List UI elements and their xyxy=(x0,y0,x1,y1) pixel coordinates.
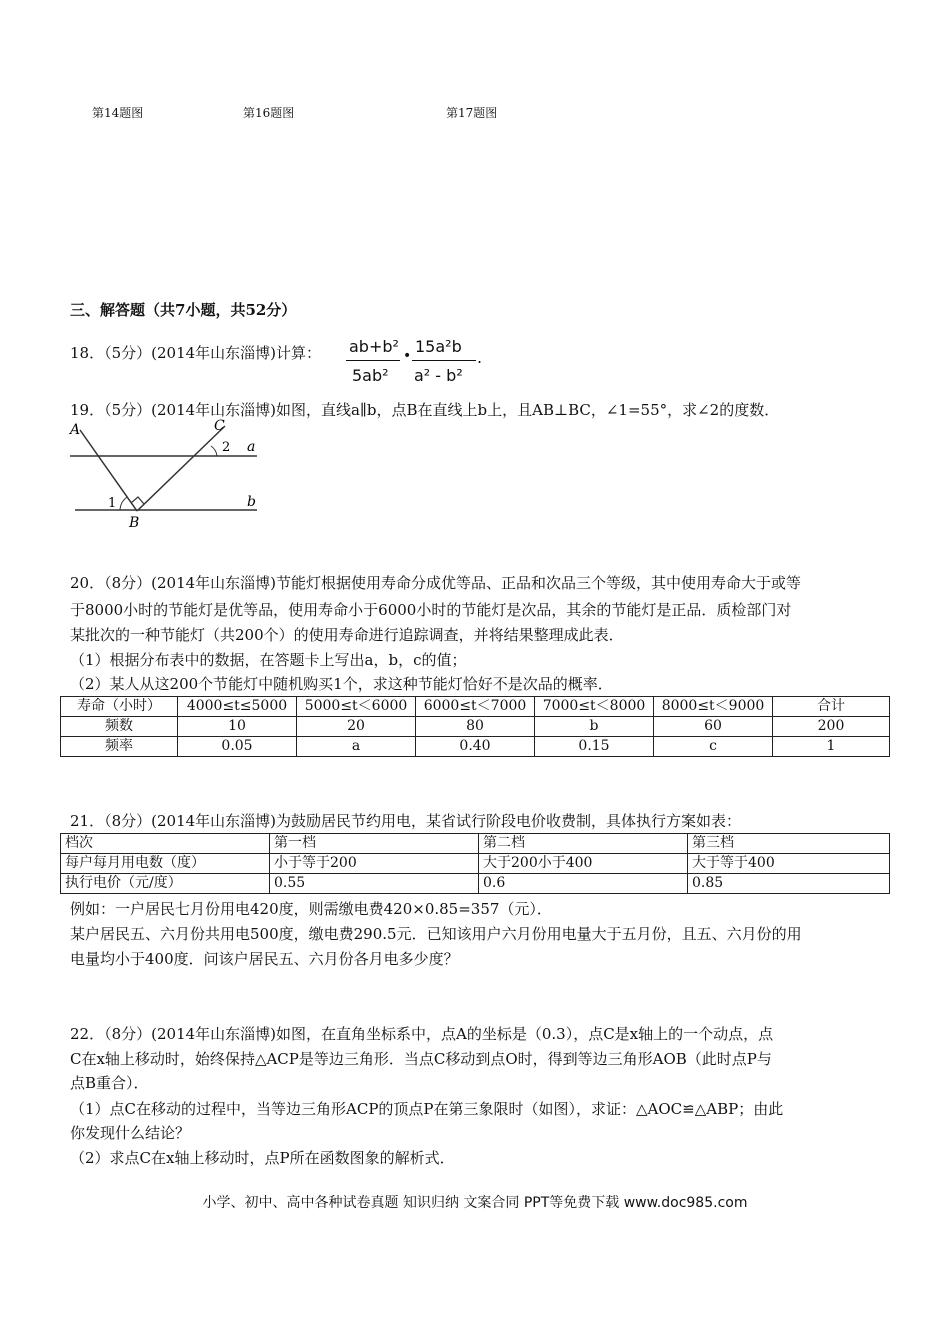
table-cell: b xyxy=(535,717,654,737)
q20-line: 某批次的一种节能灯（共200个）的使用寿命进行追踪调查，并将结果整理成此表． xyxy=(70,626,624,644)
table-cell: 20 xyxy=(297,717,416,737)
table-cell: 5000≤t＜6000 xyxy=(297,697,416,717)
table-cell: 6000≤t＜7000 xyxy=(416,697,535,717)
label-b: b xyxy=(247,494,256,510)
q18-fraction-bar-1 xyxy=(346,360,400,361)
q18-denominator-1: 5ab² xyxy=(352,366,389,385)
q21-intro: 21．（8分）(2014年山东淄博)为鼓励居民节约用电，某省试行阶段电价收费制，具体执行方案如表： xyxy=(70,812,742,830)
table-cell: 4000≤t≤5000 xyxy=(178,697,297,717)
section-title: 三、解答题（共7小题，共52分） xyxy=(70,301,297,319)
table-cell: 合计 xyxy=(773,697,890,717)
label-a: a xyxy=(247,439,256,455)
angle-1-arc xyxy=(120,497,127,510)
label-A: A xyxy=(70,422,81,438)
table-cell: 60 xyxy=(654,717,773,737)
angle-2-arc xyxy=(211,446,217,456)
q22-line: 你发现什么结论？ xyxy=(70,1124,191,1142)
table-cell: 大于等于400 xyxy=(688,854,890,874)
q21-price-table xyxy=(60,833,890,894)
q21-example: 例如：一户居民七月份用电420度，则需缴电费420×0.85=357（元）． xyxy=(70,900,552,918)
table-row xyxy=(61,737,890,757)
figure-caption-14: 第14题图 xyxy=(92,106,144,120)
q21-line: 电量均小于400度．问该户居民五、六月份各月电多少度？ xyxy=(70,950,459,968)
table-cell: 第二档 xyxy=(479,834,688,854)
q18-text: 18．（5分）(2014年山东淄博)计算： xyxy=(70,344,322,362)
table-cell: 0.55 xyxy=(270,874,479,894)
label-angle-2: 2 xyxy=(222,440,231,455)
table-row xyxy=(61,854,890,874)
q18-dot: • xyxy=(403,348,412,364)
q22-part-1: （1）点C在移动的过程中，当等边三角形ACP的顶点P在第三象限时（如图），求证：△AOC≌△ABP；由此 xyxy=(70,1100,784,1118)
table-cell: 执行电价（元/度） xyxy=(61,874,270,894)
q20-frequency-table xyxy=(60,696,890,757)
q19-figure xyxy=(65,418,265,530)
table-cell: 第一档 xyxy=(270,834,479,854)
table-row xyxy=(61,717,890,737)
table-cell: c xyxy=(654,737,773,757)
q21-line: 某户居民五、六月份共用电500度，缴电费290.5元．已知该用户六月份用电量大于五月份，且五、六月份的用 xyxy=(70,925,802,943)
table-cell: 10 xyxy=(178,717,297,737)
figure-caption-16: 第16题图 xyxy=(243,106,295,120)
table-cell: 每户每月用电数（度） xyxy=(61,854,270,874)
right-angle-mark xyxy=(131,497,144,504)
table-row xyxy=(61,834,890,854)
figure-caption-17: 第17题图 xyxy=(446,106,498,120)
q20-line: 于8000小时的节能灯是优等品，使用寿命小于6000小时的节能灯是次品，其余的节能灯是正品．质检部门对 xyxy=(70,601,792,619)
table-cell: 0.15 xyxy=(535,737,654,757)
q20-part-2: （2）某人从这200个节能灯中随机购买1个，求这种节能灯恰好不是次品的概率． xyxy=(70,675,613,693)
table-cell: 0.40 xyxy=(416,737,535,757)
q18-numerator-2: 15a²b xyxy=(415,337,462,356)
q20-part-1: （1）根据分布表中的数据，在答题卡上写出a，b，c的值； xyxy=(70,651,467,669)
label-angle-1: 1 xyxy=(108,496,117,511)
label-B: B xyxy=(129,515,140,530)
q22-line: 点B重合）． xyxy=(70,1074,149,1092)
table-cell: 0.6 xyxy=(479,874,688,894)
table-cell: 小于等于200 xyxy=(270,854,479,874)
table-cell: 1 xyxy=(773,737,890,757)
table-cell: 频率 xyxy=(61,737,178,757)
table-cell: a xyxy=(297,737,416,757)
table-cell: 0.05 xyxy=(178,737,297,757)
table-cell: 8000≤t＜9000 xyxy=(654,697,773,717)
table-cell: 档次 xyxy=(61,834,270,854)
q18-expression xyxy=(346,335,486,387)
q20-line: 20．（8分）(2014年山东淄博)节能灯根据使用寿命分成优等品、正品和次品三个等级，其中使用寿命大于或等 xyxy=(70,574,802,592)
table-row xyxy=(61,874,890,894)
table-cell: 7000≤t＜8000 xyxy=(535,697,654,717)
q22-line: C在x轴上移动时，始终保持△ACP是等边三角形．当点C移动到点O时，得到等边三角形AOB（此时点P与 xyxy=(70,1050,772,1068)
table-cell: 80 xyxy=(416,717,535,737)
table-cell: 大于200小于400 xyxy=(479,854,688,874)
line-bc xyxy=(137,426,225,511)
q18-period: . xyxy=(477,348,483,367)
q18-numerator-1: ab+b² xyxy=(349,337,399,356)
table-cell: 200 xyxy=(773,717,890,737)
page-footer: 小学、初中、高中各种试卷真题 知识归纳 文案合同 PPT等免费下载 www.doc985.com xyxy=(202,1195,748,1211)
table-cell: 频数 xyxy=(61,717,178,737)
table-cell: 0.85 xyxy=(688,874,890,894)
q19-text: 19．（5分）(2014年山东淄博)如图，直线a∥b，点B在直线上b上，且AB⊥BC，∠1=55°，求∠2的度数． xyxy=(70,401,780,419)
q18-fraction-bar-2 xyxy=(412,360,476,361)
table-cell: 寿命（小时） xyxy=(61,697,178,717)
table-row xyxy=(61,697,890,717)
table-cell: 第三档 xyxy=(688,834,890,854)
q22-part-2: （2）求点C在x轴上移动时，点P所在函数图象的解析式． xyxy=(70,1149,455,1167)
q22-line: 22．（8分）(2014年山东淄博)如图，在直角坐标系中，点A的坐标是（0.3），点C是x轴上的一个动点，点 xyxy=(70,1025,774,1043)
q18-denominator-2: a² - b² xyxy=(414,366,463,385)
label-C: C xyxy=(214,418,225,434)
